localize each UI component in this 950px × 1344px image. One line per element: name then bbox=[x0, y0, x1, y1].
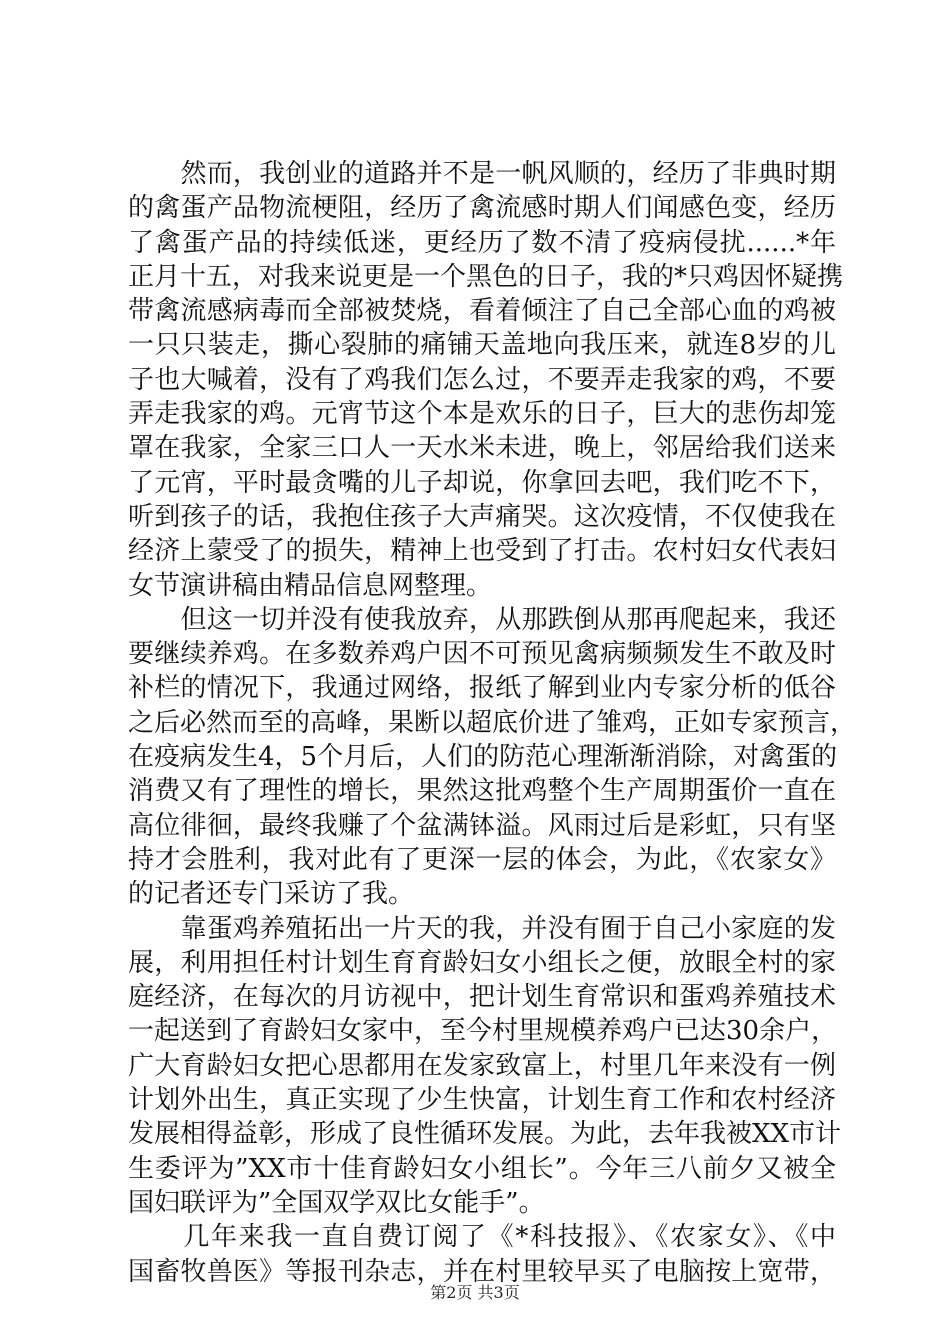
paragraph bbox=[128, 157, 844, 603]
text-line: 经济上蒙受了的损失，精神上也受到了打击。农村妇女代表妇 bbox=[128, 536, 836, 567]
text-line: 广大育龄妇女把心思都用在发家致富上，村里几年来没有一例 bbox=[128, 1050, 836, 1081]
text-line: 罩在我家，全家三口人一天水米未进，晚上，邻居给我们送来 bbox=[128, 433, 836, 464]
page-number: 第2页 共3页 bbox=[430, 1283, 520, 1302]
text-line: 靠蛋鸡养殖拓出一片天的我，并没有囿于自己小家庭的发 bbox=[128, 913, 836, 944]
text-line: 了元宵，平时最贪嘴的儿子却说，你拿回去吧，我们吃不下， bbox=[128, 467, 836, 498]
text-line: 在疫病发生4，5个月后，人们的防范心理渐渐消除，对禽蛋的 bbox=[128, 742, 838, 773]
text-line: 带禽流感病毒而全部被焚烧，看着倾注了自己全部心血的鸡被 bbox=[128, 296, 836, 327]
text-line: 正月十五，对我来说更是一个黑色的日子，我的*只鸡因怀疑携 bbox=[128, 261, 844, 292]
text-line: 弄走我家的鸡。元宵节这个本是欢乐的日子，巨大的悲伤却笼 bbox=[128, 399, 836, 430]
text-line: 国畜牧兽医》等报刊杂志，并在村里较早买了电脑按上宽带， bbox=[128, 1256, 836, 1287]
text-line: 补栏的情况下，我通过网络，报纸了解到业内专家分析的低谷 bbox=[128, 673, 836, 704]
text-line: 的禽蛋产品物流梗阻，经历了禽流感时期人们闻感色变，经历 bbox=[128, 193, 836, 224]
paragraph bbox=[128, 1220, 836, 1289]
text-line: 女节演讲稿由精品信息网整理。 bbox=[128, 570, 493, 601]
text-line: 消费又有了理性的增长，果然这批鸡整个生产周期蛋价一直在 bbox=[128, 776, 836, 807]
document-body bbox=[128, 157, 857, 1289]
paragraph bbox=[128, 603, 857, 912]
text-line: 高位徘徊，最终我赚了个盆满钵溢。风雨过后是彩虹，只有坚 bbox=[128, 810, 836, 841]
text-line: 几年来我一直自费订阅了《*科技报》、《农家女》、《中 bbox=[128, 1222, 836, 1253]
paragraph bbox=[128, 912, 842, 1221]
text-line: 持才会胜利，我对此有了更深一层的体会，为此，《农家女》 bbox=[128, 844, 836, 875]
text-line: 一只只装走，撕心裂肺的痛铺天盖地向我压来，就连8岁的儿 bbox=[128, 330, 836, 361]
text-line: 了禽蛋产品的持续低迷，更经历了数不清了疫病侵扰......*年 bbox=[128, 227, 836, 258]
text-line: 发展相得益彰，形成了良性循环发展。为此，去年我被XX市计 bbox=[128, 1119, 842, 1150]
text-line: 但这一切并没有使我放弃，从那跌倒从那再爬起来，我还 bbox=[128, 604, 836, 635]
text-line: 的记者还专门采访了我。 bbox=[128, 879, 415, 910]
text-line: 一起送到了育龄妇女家中，至今村里规模养鸡户已达30余户， bbox=[128, 1016, 838, 1047]
text-line: 子也大喊着，没有了鸡我们怎么过，不要弄走我家的鸡，不要 bbox=[128, 364, 836, 395]
text-line: 然而，我创业的道路并不是一帆风顺的，经历了非典时期 bbox=[128, 159, 836, 189]
text-line: 要继续养鸡。在多数养鸡户因不可预见禽病频频发生不敢及时 bbox=[128, 639, 836, 670]
text-line: 计划外出生，真正实现了少生快富，计划生育工作和农村经济 bbox=[128, 1085, 836, 1116]
text-line: 庭经济，在每次的月访视中，把计划生育常识和蛋鸡养殖技术 bbox=[128, 982, 836, 1013]
page-footer bbox=[0, 1280, 950, 1303]
text-line: 生委评为”XX市十佳育龄妇女小组长”。今年三八前夕又被全 bbox=[128, 1153, 836, 1184]
text-line: 之后必然而至的高峰，果断以超底价进了雏鸡，正如专家预言， bbox=[128, 707, 857, 738]
text-line: 听到孩子的话，我抱住孩子大声痛哭。这次疫情，不仅使我在 bbox=[128, 501, 836, 532]
text-line: 展，利用担任村计划生育育龄妇女小组长之便，放眼全村的家 bbox=[128, 947, 836, 978]
text-line: 国妇联评为”全国双学双比女能手”。 bbox=[128, 1187, 545, 1218]
